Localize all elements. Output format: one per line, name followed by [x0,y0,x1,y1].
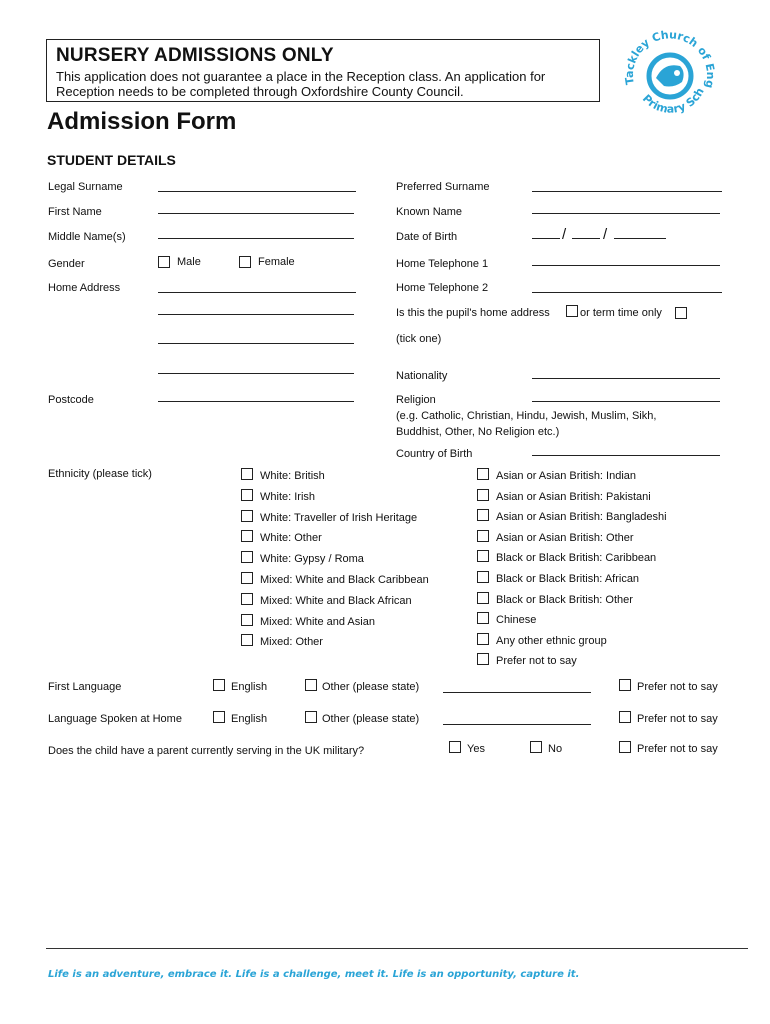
ethnicity-checkbox[interactable] [241,614,253,626]
middle-names-field[interactable] [158,238,354,239]
ethnicity-option-label: White: British [260,470,325,482]
ethnicity-option-label: Mixed: Other [260,636,323,649]
first-language-prefer-not-label: Prefer not to say [637,681,718,693]
nationality-field[interactable] [532,378,720,379]
military-prefer-not-checkbox[interactable] [619,741,631,753]
ethnicity-checkbox[interactable] [477,468,489,480]
middle-names-label: Middle Name(s) [48,231,126,243]
ethnicity-label: Ethnicity (please tick) [48,468,152,480]
ethnicity-option-label: White: Gypsy / Roma [260,553,364,566]
ethnicity-checkbox[interactable] [477,509,489,521]
ethnicity-checkbox[interactable] [477,612,489,624]
ethnicity-option-label: Black or Black British: Caribbean [496,552,657,565]
first-language-prefer-not-checkbox[interactable] [619,679,631,691]
ethnicity-option-label: Asian or Asian British: Pakistani [496,490,651,503]
home-telephone-1-label: Home Telephone 1 [396,258,489,270]
first-language-english-checkbox[interactable] [213,679,225,691]
postcode-field[interactable] [158,401,354,402]
ethnicity-checkbox[interactable] [241,510,253,522]
religion-field[interactable] [532,401,720,402]
ethnicity-option-label: Asian or Asian British: Other [496,531,634,544]
home-address-line-1[interactable] [158,292,356,293]
home-language-prefer-not-label: Prefer not to say [637,713,718,725]
home-language-prefer-not-checkbox[interactable] [619,711,631,723]
religion-hint-1: (e.g. Catholic, Christian, Hindu, Jewish, Muslim, Sikh, [396,410,657,422]
military-question: Does the child have a parent currently serving in the UK military? [48,745,365,757]
ethnicity-option-label: Black or Black British: African [496,573,640,585]
ethnicity-checkbox[interactable] [241,634,253,646]
home-telephone-2-label: Home Telephone 2 [396,282,489,294]
dob-day-field[interactable] [532,238,560,239]
notice-box [46,39,600,102]
home-address-line-4[interactable] [158,373,354,374]
home-address-question: Is this the pupil's home address [396,307,550,319]
home-language-english-label: English [231,713,268,725]
ethnicity-option-label: White: Traveller of Irish Heritage [260,511,418,524]
military-yes-label: Yes [467,743,485,755]
ethnicity-checkbox[interactable] [477,530,489,542]
home-telephone-2-field[interactable] [532,292,722,293]
tick-one-note: (tick one) [396,333,442,345]
nationality-label: Nationality [396,370,448,382]
ethnicity-checkbox[interactable] [477,633,489,645]
ethnicity-checkbox[interactable] [477,489,489,501]
home-language-other-field[interactable] [443,724,591,725]
military-no-label: No [548,743,563,755]
footer-rule [46,948,748,949]
preferred-surname-field[interactable] [532,191,722,192]
form-title: Admission Form [47,108,237,135]
ethnicity-checkbox[interactable] [477,571,489,583]
ethnicity-option-label: White: Other [260,532,322,545]
legal-surname-field[interactable] [158,191,356,192]
ethnicity-option-label: Asian or Asian British: Indian [496,470,637,482]
ethnicity-checkbox[interactable] [241,468,253,480]
known-name-label: Known Name [396,206,463,218]
home-address-label: Home Address [48,282,121,294]
ethnicity-option-label: Asian or Asian British: Bangladeshi [496,511,667,524]
first-language-label: First Language [48,681,122,693]
religion-hint-2: Buddhist, Other, No Religion etc.) [396,426,560,438]
country-of-birth-label: Country of Birth [396,448,473,460]
known-name-field[interactable] [532,213,720,214]
section-title: STUDENT DETAILS [47,152,176,168]
dob-separator-2: / [603,226,608,243]
home-language-other-label: Other (please state) [322,713,420,725]
ethnicity-checkbox[interactable] [477,592,489,604]
legal-surname-label: Legal Surname [48,181,123,193]
ethnicity-checkbox[interactable] [241,530,253,542]
military-yes-checkbox[interactable] [449,741,461,753]
gender-male-checkbox[interactable] [158,256,170,268]
religion-label: Religion [396,394,436,406]
gender-female-label: Female [258,256,295,268]
preferred-surname-label: Preferred Surname [396,181,490,193]
dob-label: Date of Birth [396,231,458,243]
ethnicity-checkbox[interactable] [477,653,489,665]
home-language-english-checkbox[interactable] [213,711,225,723]
ethnicity-option-label: White: Irish [260,490,316,503]
dob-month-field[interactable] [572,238,600,239]
ethnicity-checkbox[interactable] [241,593,253,605]
first-name-label: First Name [48,206,102,218]
home-address-line-2[interactable] [158,314,354,315]
term-time-label: or term time only [580,307,662,319]
first-language-other-checkbox[interactable] [305,679,317,691]
first-name-field[interactable] [158,213,354,214]
home-telephone-1-field[interactable] [532,265,720,266]
postcode-label: Postcode [48,394,94,406]
ethnicity-option-label: Mixed: White and Black African [260,594,412,607]
home-language-other-checkbox[interactable] [305,711,317,723]
school-motto: Life is an adventure, embrace it. Life is a challenge, meet it. Life is an opportunity, capture it. [48,969,580,980]
logo-bottom-text: Primary Sch [639,85,707,116]
gender-female-checkbox[interactable] [239,256,251,268]
ethnicity-checkbox[interactable] [241,551,253,563]
home-language-label: Language Spoken at Home [48,713,182,725]
first-language-other-label: Other (please state) [322,681,420,693]
school-logo [620,26,720,126]
military-no-checkbox[interactable] [530,741,542,753]
country-of-birth-field[interactable] [532,455,720,456]
ethnicity-option-label: Any other ethnic group [496,634,607,647]
first-language-english-label: English [231,681,268,693]
dob-year-field[interactable] [614,238,666,239]
ethnicity-option-label: Chinese [496,614,537,627]
ethnicity-checkbox[interactable] [241,572,253,584]
ethnicity-option-label: Mixed: White and Asian [260,615,375,628]
ethnicity-option-label: Black or Black British: Other [496,593,633,606]
military-prefer-not-label: Prefer not to say [637,743,718,755]
ethnicity-option-label: Mixed: White and Black Caribbean [260,574,429,586]
notice-title: NURSERY ADMISSIONS ONLY [56,45,334,66]
ethnicity-checkbox[interactable] [241,489,253,501]
gender-label: Gender [48,258,85,270]
term-time-checkbox[interactable] [675,307,687,319]
dob-separator-1: / [562,226,567,243]
gender-male-label: Male [177,256,201,268]
ethnicity-option-label: Prefer not to say [496,655,577,668]
ethnicity-checkbox[interactable] [477,550,489,562]
home-address-checkbox[interactable] [566,305,578,317]
first-language-other-field[interactable] [443,692,591,693]
home-address-line-3[interactable] [158,343,354,344]
notice-body: This application does not guarantee a place in the Reception class. An application for Reception needs to be completed through Oxfordshire County Council. [56,69,546,99]
logo-top-text: Tackley Church of Eng [622,28,718,90]
